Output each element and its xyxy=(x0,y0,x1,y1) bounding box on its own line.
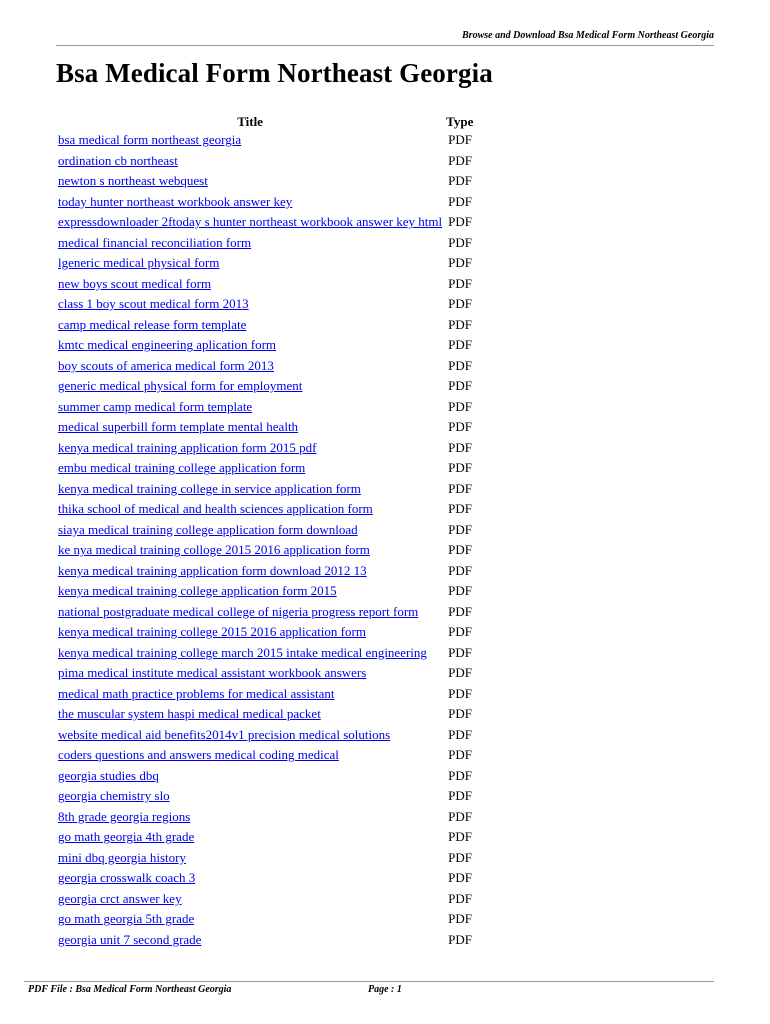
table-row xyxy=(56,745,475,766)
table-row xyxy=(56,622,475,643)
title-cell xyxy=(56,602,444,623)
title-cell xyxy=(56,827,444,848)
title-cell xyxy=(56,643,444,664)
type-cell: PDF xyxy=(448,624,472,640)
table-row xyxy=(56,807,475,828)
title-cell xyxy=(56,581,444,602)
footer-divider xyxy=(24,981,714,982)
document-link[interactable]: class 1 boy scout medical form 2013 xyxy=(58,296,249,312)
type-cell: PDF xyxy=(448,829,472,845)
title-cell xyxy=(56,540,444,561)
table-row xyxy=(56,417,475,438)
document-link[interactable]: summer camp medical form template xyxy=(58,398,253,414)
document-link[interactable]: medical math practice problems for medical assistant xyxy=(58,685,335,701)
title-cell xyxy=(56,889,444,910)
document-link[interactable]: thika school of medical and health sciences application form xyxy=(58,501,373,517)
title-cell xyxy=(56,930,444,951)
type-cell: PDF xyxy=(448,562,472,578)
table-row xyxy=(56,130,475,151)
type-cell: PDF xyxy=(448,911,472,927)
type-cell: PDF xyxy=(448,808,472,824)
title-cell xyxy=(56,233,444,254)
title-cell xyxy=(56,725,444,746)
type-cell: PDF xyxy=(448,480,472,496)
table-header-row xyxy=(56,110,475,130)
page-number: Page : 1 xyxy=(368,984,402,995)
type-cell: PDF xyxy=(448,788,472,804)
document-link[interactable]: embu medical training college application form xyxy=(58,460,306,476)
type-cell: PDF xyxy=(448,747,472,763)
page-title: Bsa Medical Form Northeast Georgia xyxy=(56,58,493,88)
type-cell: PDF xyxy=(448,193,472,209)
type-cell: PDF xyxy=(448,357,472,373)
title-cell xyxy=(56,171,444,192)
document-link[interactable]: lgeneric medical physical form xyxy=(58,255,220,271)
document-link[interactable]: medical superbill form template mental health xyxy=(58,419,299,435)
title-cell xyxy=(56,786,444,807)
type-cell: PDF xyxy=(448,521,472,537)
type-cell: PDF xyxy=(448,316,472,332)
table-row xyxy=(56,766,475,787)
document-link[interactable]: ke nya medical training colloge 2015 2016 application form xyxy=(58,542,370,558)
type-cell: PDF xyxy=(448,849,472,865)
document-link[interactable]: coders questions and answers medical coding medical xyxy=(58,747,339,763)
document-link[interactable]: 8th grade georgia regions xyxy=(58,808,191,824)
table-row xyxy=(56,786,475,807)
title-cell xyxy=(56,622,444,643)
table-row xyxy=(56,294,475,315)
type-cell: PDF xyxy=(448,378,472,394)
table-row xyxy=(56,458,475,479)
document-link[interactable]: georgia unit 7 second grade xyxy=(58,931,202,947)
title-cell xyxy=(56,868,444,889)
column-header-title: Title xyxy=(237,114,263,129)
title-cell xyxy=(56,909,444,930)
type-cell: PDF xyxy=(448,583,472,599)
title-cell xyxy=(56,356,444,377)
type-cell: PDF xyxy=(448,501,472,517)
title-cell xyxy=(56,766,444,787)
document-link[interactable]: medical financial reconciliation form xyxy=(58,234,252,250)
document-link[interactable]: pima medical institute medical assistant workbook answers xyxy=(58,665,367,681)
document-link[interactable]: camp medical release form template xyxy=(58,316,247,332)
document-link[interactable]: kenya medical training college application form 2015 xyxy=(58,583,337,599)
type-cell: PDF xyxy=(448,152,472,168)
document-link[interactable]: go math georgia 5th grade xyxy=(58,911,195,927)
document-link[interactable]: ordination cb northeast xyxy=(58,152,178,168)
title-cell xyxy=(56,745,444,766)
document-link[interactable]: new boys scout medical form xyxy=(58,275,212,291)
table-row xyxy=(56,274,475,295)
document-link[interactable]: bsa medical form northeast georgia xyxy=(58,132,242,148)
table-row xyxy=(56,499,475,520)
title-cell xyxy=(56,807,444,828)
column-header-type: Type xyxy=(446,114,474,129)
title-cell xyxy=(56,663,444,684)
table-row xyxy=(56,581,475,602)
title-cell xyxy=(56,376,444,397)
document-link[interactable]: kenya medical training application form download 2012 13 xyxy=(58,562,367,578)
document-link[interactable]: georgia studies dbq xyxy=(58,767,159,783)
table-row xyxy=(56,663,475,684)
document-link[interactable]: georgia chemistry slo xyxy=(58,788,170,804)
table-row xyxy=(56,315,475,336)
document-link[interactable]: mini dbq georgia history xyxy=(58,849,186,865)
type-cell: PDF xyxy=(448,685,472,701)
table-row xyxy=(56,848,475,869)
running-header: Browse and Download Bsa Medical Form Northeast Georgia xyxy=(462,30,714,41)
table-row xyxy=(56,909,475,930)
document-link[interactable]: georgia crct answer key xyxy=(58,890,182,906)
type-cell: PDF xyxy=(448,173,472,189)
table-row xyxy=(56,233,475,254)
title-cell xyxy=(56,315,444,336)
title-cell xyxy=(56,130,444,151)
title-cell xyxy=(56,417,444,438)
type-cell: PDF xyxy=(448,767,472,783)
type-cell: PDF xyxy=(448,542,472,558)
table-row xyxy=(56,397,475,418)
document-link[interactable]: kmtc medical engineering aplication form xyxy=(58,337,277,353)
title-cell xyxy=(56,397,444,418)
title-cell xyxy=(56,274,444,295)
table-row xyxy=(56,930,475,951)
table-row xyxy=(56,725,475,746)
document-link[interactable]: expressdownloader 2ftoday s hunter northeast workbook answer key html xyxy=(58,214,443,230)
type-cell: PDF xyxy=(448,275,472,291)
title-cell xyxy=(56,499,444,520)
title-cell xyxy=(56,479,444,500)
title-cell xyxy=(56,253,444,274)
type-cell: PDF xyxy=(448,398,472,414)
title-cell xyxy=(56,704,444,725)
table-row xyxy=(56,704,475,725)
table-row xyxy=(56,643,475,664)
table-row xyxy=(56,356,475,377)
type-cell: PDF xyxy=(448,460,472,476)
type-cell: PDF xyxy=(448,931,472,947)
type-cell: PDF xyxy=(448,255,472,271)
type-cell: PDF xyxy=(448,214,472,230)
title-cell xyxy=(56,438,444,459)
table-row xyxy=(56,889,475,910)
type-cell: PDF xyxy=(448,644,472,660)
title-cell xyxy=(56,458,444,479)
table-row xyxy=(56,253,475,274)
table-row xyxy=(56,335,475,356)
type-cell: PDF xyxy=(448,890,472,906)
document-link[interactable]: national postgraduate medical college of nigeria progress report form xyxy=(58,603,419,619)
table-row xyxy=(56,192,475,213)
document-link[interactable]: georgia crosswalk coach 3 xyxy=(58,870,196,886)
document-link[interactable]: the muscular system haspi medical medical packet xyxy=(58,706,321,722)
type-cell: PDF xyxy=(448,234,472,250)
document-link[interactable]: generic medical physical form for employment xyxy=(58,378,303,394)
table-row xyxy=(56,438,475,459)
title-cell xyxy=(56,684,444,705)
title-cell xyxy=(56,520,444,541)
type-cell: PDF xyxy=(448,726,472,742)
document-link[interactable]: kenya medical training college in service application form xyxy=(58,480,361,496)
type-cell: PDF xyxy=(448,296,472,312)
table-row xyxy=(56,602,475,623)
header-divider xyxy=(56,45,714,46)
title-cell xyxy=(56,192,444,213)
table-body xyxy=(56,130,475,950)
table-row xyxy=(56,520,475,541)
document-link[interactable]: newton s northeast webquest xyxy=(58,173,208,189)
title-cell xyxy=(56,561,444,582)
type-cell: PDF xyxy=(448,706,472,722)
table-row xyxy=(56,171,475,192)
type-cell: PDF xyxy=(448,337,472,353)
document-link[interactable]: go math georgia 4th grade xyxy=(58,829,195,845)
type-cell: PDF xyxy=(448,132,472,148)
document-link[interactable]: kenya medical training college march 2015 intake medical engineering xyxy=(58,644,427,660)
document-link[interactable]: siaya medical training college application form download xyxy=(58,521,358,537)
type-cell: PDF xyxy=(448,665,472,681)
document-table xyxy=(56,110,475,950)
table-row xyxy=(56,479,475,500)
table-row xyxy=(56,684,475,705)
type-cell: PDF xyxy=(448,870,472,886)
table-row xyxy=(56,212,475,233)
document-link[interactable]: website medical aid benefits2014v1 precision medical solutions xyxy=(58,726,391,742)
title-cell xyxy=(56,848,444,869)
document-link[interactable]: boy scouts of america medical form 2013 xyxy=(58,357,274,373)
table-row xyxy=(56,827,475,848)
table-row xyxy=(56,151,475,172)
table-row xyxy=(56,540,475,561)
document-link[interactable]: kenya medical training college 2015 2016 application form xyxy=(58,624,366,640)
type-cell: PDF xyxy=(448,439,472,455)
title-cell xyxy=(56,212,444,233)
title-cell xyxy=(56,151,444,172)
document-link[interactable]: kenya medical training application form 2015 pdf xyxy=(58,439,317,455)
title-cell xyxy=(56,294,444,315)
table-row xyxy=(56,868,475,889)
type-cell: PDF xyxy=(448,603,472,619)
footer-file-label: PDF File : Bsa Medical Form Northeast Georgia xyxy=(28,984,232,995)
type-cell: PDF xyxy=(448,419,472,435)
document-link[interactable]: today hunter northeast workbook answer key xyxy=(58,193,293,209)
table-row xyxy=(56,561,475,582)
table-row xyxy=(56,376,475,397)
title-cell xyxy=(56,335,444,356)
